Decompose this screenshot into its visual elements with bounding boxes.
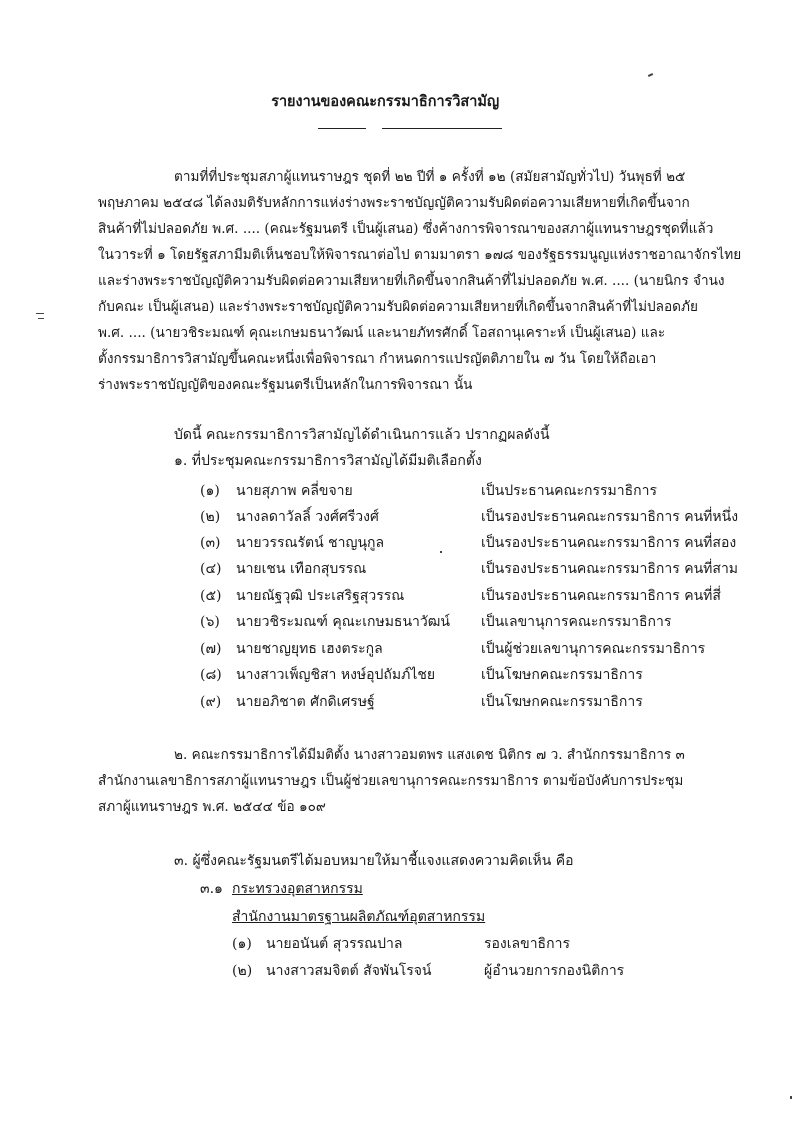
- member-number: (๙): [200, 694, 222, 710]
- official-role: รองเลขาธิการ: [484, 936, 570, 952]
- member-number: (๑): [200, 483, 220, 499]
- official-role: ผู้อำนวยการกองนิติการ: [484, 963, 625, 979]
- member-number: (๗): [200, 641, 222, 657]
- member-name: นายเชน เทือกสุบรรณ: [236, 561, 367, 577]
- member-name: นางสาวเพ็ญชิสา หงษ์อุปถัมภ์ไชย: [236, 667, 436, 683]
- ministry-name: กระทรวงอุตสาหกรรม: [232, 881, 363, 897]
- member-name: นายสุภาพ คลี่ขจาย: [236, 483, 353, 499]
- member-number: (๒): [200, 509, 221, 525]
- member-number: (๖): [200, 614, 220, 630]
- member-name: นายชาญยุทธ เฮงตระกูล: [236, 641, 383, 657]
- member-role: เป็นรองประธานคณะกรรมาธิการ คนที่สี่: [481, 588, 721, 604]
- member-name: นายวรรณรัตน์ ชาญนุกูล: [236, 535, 385, 551]
- member-name: นายณัฐวุฒิ ประเสริฐสุวรรณ: [236, 588, 405, 604]
- scan-mark: [648, 73, 653, 77]
- member-role: เป็นโฆษกคณะกรรมาธิการ: [481, 667, 643, 683]
- section1-heading: ๑. ที่ประชุมคณะกรรมาธิการวิสามัญได้มีมติเลือกตั้ง: [174, 453, 482, 469]
- intro-line: ตั้งกรรมาธิการวิสามัญขึ้นคณะหนึ่งเพื่อพิจารณา กำหนดการแปรญัตติภายใน ๗ วัน โดยให้ถือเอา: [98, 351, 657, 367]
- official-name: นายอนันต์ สุวรรณปาล: [266, 936, 403, 952]
- intro-line: ตามที่ที่ประชุมสภาผู้แทนราษฎร ชุดที่ ๒๒ ปีที่ ๑ ครั้งที่ ๑๒ (สมัยสามัญทั่วไป) วันพุธที่ ๒๕: [174, 169, 686, 185]
- member-number: (๘): [200, 667, 222, 683]
- title-underline-right: [382, 128, 502, 129]
- member-role: เป็นประธานคณะกรรมาธิการ: [481, 483, 658, 499]
- member-role: เป็นรองประธานคณะกรรมาธิการ คนที่สาม: [481, 561, 739, 577]
- result-intro: บัดนี้ คณะกรรมาธิการวิสามัญได้ดำเนินการแล้ว ปรากฏผลดังนี้: [174, 427, 550, 443]
- member-role: เป็นรองประธานคณะกรรมาธิการ คนที่สอง: [481, 535, 737, 551]
- member-number: (๕): [200, 588, 222, 604]
- member-role: เป็นผู้ช่วยเลขานุการคณะกรรมาธิการ: [481, 641, 706, 657]
- member-role: เป็นรองประธานคณะกรรมาธิการ คนที่หนึ่ง: [481, 509, 739, 525]
- section2-line: ๒. คณะกรรมาธิการได้มีมติตั้ง นางสาวอมตพร แสงเดช นิติกร ๗ ว. สำนักกรรมาธิการ ๓: [174, 747, 685, 763]
- intro-line: พฤษภาคม ๒๕๔๘ ได้ลงมติรับหลักการแห่งร่างพระราชบัญญัติความรับผิดต่อความเสียหายที่เกิดขึ้นจาก: [98, 195, 690, 211]
- member-number: (๔): [200, 561, 222, 577]
- official-number: (๑): [232, 936, 252, 952]
- section3-sub-number: ๓.๑: [200, 881, 223, 897]
- member-number: (๓): [200, 535, 221, 551]
- member-name: นางลดาวัลลิ์ วงศ์ศรีวงศ์: [236, 509, 379, 525]
- intro-line: พ.ศ. .... (นายวชิระมณฑ์ คุณะเกษมธนาวัฒน์ และนายภัทรศักดิ์ โอสถานุเคราะห์ เป็นผู้เสนอ) และ: [98, 325, 666, 341]
- scan-mark: [38, 318, 44, 319]
- intro-line: และร่างพระราชบัญญัติความรับผิดต่อความเสียหายที่เกิดขึ้นจากสินค้าที่ไม่ปลอดภัย พ.ศ. .... (นายนิกร จำนง: [98, 273, 725, 289]
- member-role: เป็นเลขานุการคณะกรรมาธิการ: [481, 614, 672, 630]
- member-name: นายอภิชาต ศักดิเศรษฐ์: [236, 694, 375, 710]
- intro-line: กับคณะ เป็นผู้เสนอ) และร่างพระราชบัญญัติความรับผิดต่อความเสียหายที่เกิดขึ้นจากสินค้าที่ไม่ปลอดภัย: [98, 299, 698, 315]
- title-underline-left: [318, 128, 366, 129]
- document-title: รายงานของคณะกรรมาธิการวิสามัญ: [271, 92, 500, 110]
- office-name: สำนักงานมาตรฐานผลิตภัณฑ์อุตสาหกรรม: [232, 909, 486, 925]
- official-number: (๒): [232, 963, 253, 979]
- member-name: นายวชิระมณฑ์ คุณะเกษมธนาวัฒน์: [236, 614, 450, 630]
- section2-line: สำนักงานเลขาธิการสภาผู้แทนราษฎร เป็นผู้ช่วยเลขานุการคณะกรรมาธิการ ตามข้อบังคับการประชุม: [98, 773, 684, 789]
- section3-heading: ๓. ผู้ซึ่งคณะรัฐมนตรีได้มอบหมายให้มาชี้แจงแสดงความคิดเห็น คือ: [174, 853, 574, 869]
- intro-line: สินค้าที่ไม่ปลอดภัย พ.ศ. .... (คณะรัฐมนตรี เป็นผู้เสนอ) ซึ่งค้างการพิจารณาของสภาผู้แทนราษฎรชุดที่แล้ว: [98, 221, 714, 237]
- scan-mark: [440, 551, 442, 553]
- scan-mark: [36, 313, 44, 314]
- section2-line: สภาผู้แทนราษฎร พ.ศ. ๒๕๔๔ ข้อ ๑๐๙: [98, 799, 326, 815]
- official-name: นางสาวสมจิตต์ สัจพันโรจน์: [266, 963, 432, 979]
- member-role: เป็นโฆษกคณะกรรมาธิการ: [481, 694, 643, 710]
- intro-line: ในวาระที่ ๑ โดยรัฐสภามีมติเห็นชอบให้พิจารณาต่อไป ตามมาตรา ๑๗๘ ของรัฐธรรมนูญแห่งราชอาณาจักรไทย: [98, 247, 742, 263]
- scan-mark: [790, 1096, 792, 1099]
- intro-line: ร่างพระราชบัญญัติของคณะรัฐมนตรีเป็นหลักในการพิจารณา นั้น: [98, 377, 473, 393]
